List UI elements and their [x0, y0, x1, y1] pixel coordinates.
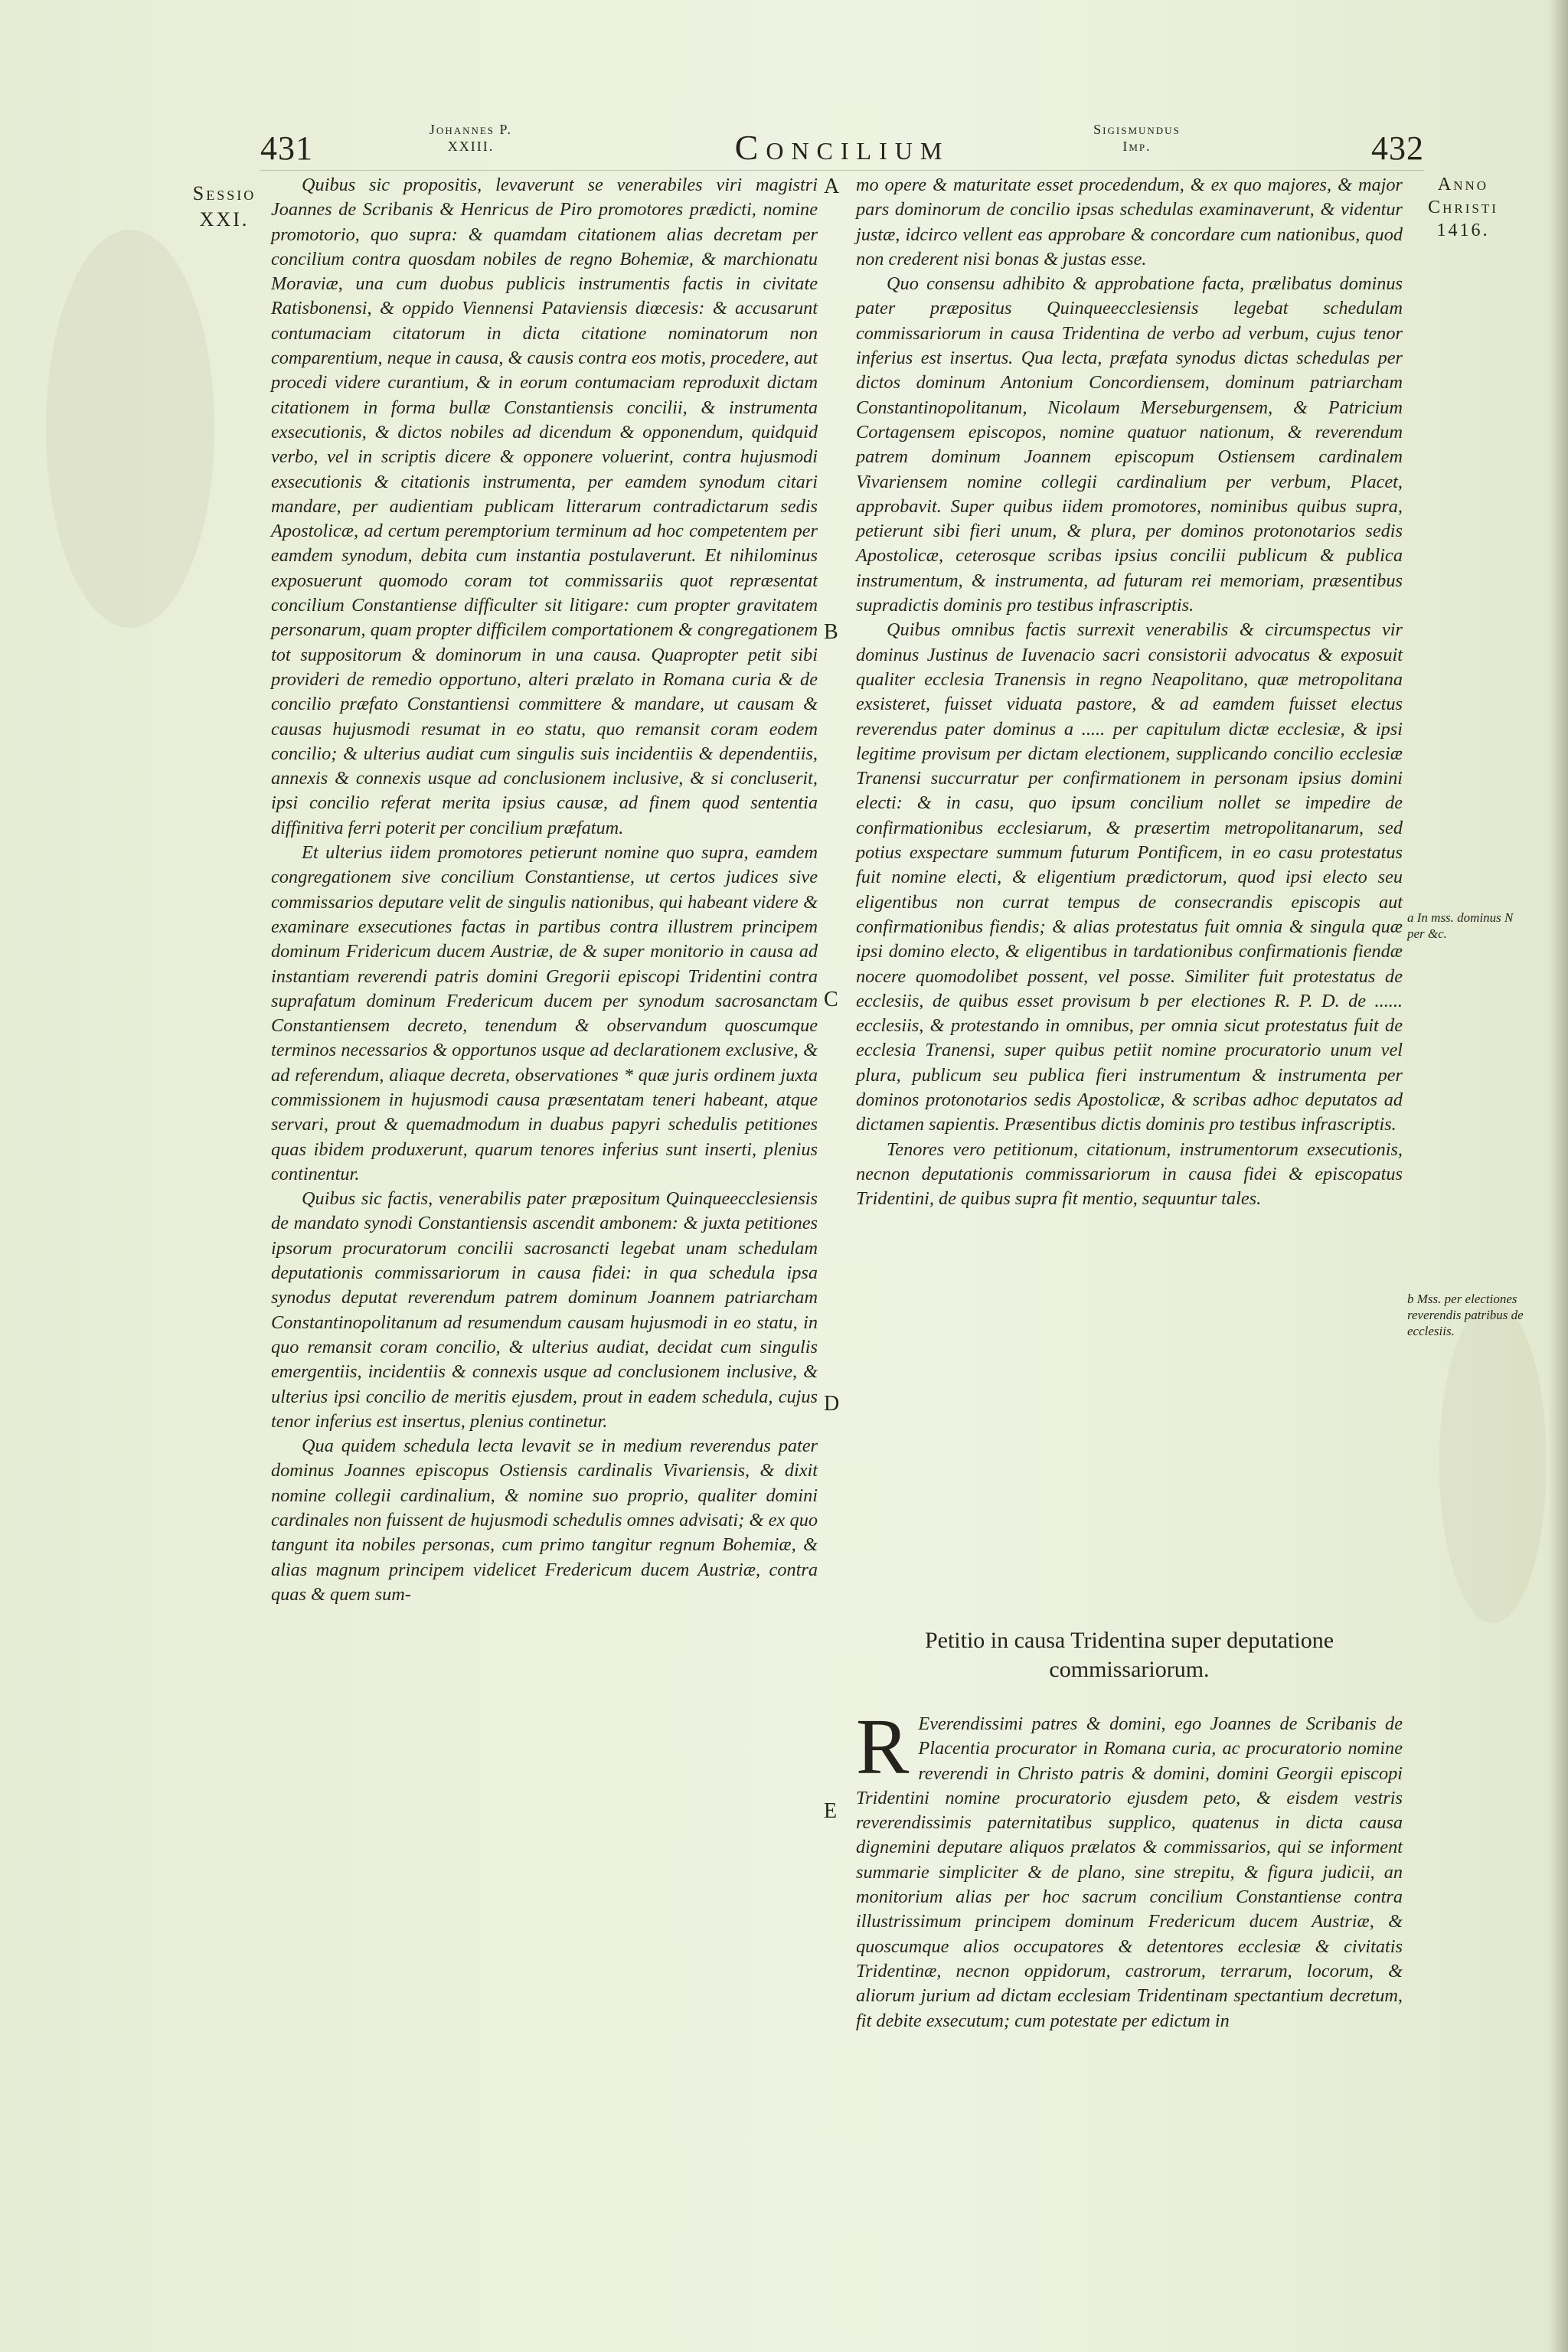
page-header: [260, 115, 1424, 168]
section-marker-d: D: [824, 1392, 840, 1416]
paragraph: Qua quidem schedula lecta levavit se in medium reverendus pater dominus Joannes episcopus Ostiensis cardinalis Vivariensis, & dixit nomine collegii cardinalium, & nomine suo proprio, qualiter domini cardinales non fuissent de hujusmodi schedulis omnes advisati; & ex quo tangunt ita nobiles personas, cum primo tangitur regnum Bohemiæ, & alias magnum principem videlicet Fredericum ducem Austriæ, contra quas & quem sum-: [271, 1436, 818, 1605]
year-label: Anno Christi 1416.: [1428, 175, 1498, 240]
paragraph: Quibus omnibus factis surrexit venerabilis & circumspectus vir dominus Justinus de Iuvenacio sacri consistorii advocatus & exposuit qualiter ecclesia Tranensis in regno Neapolitano, quæ metropolitana exsisteret, fuisset viduata pastore, & ad eamdem fuisset electus reverendus pater dominus a ..... per capitulum dictæ ecclesiæ, & ipsi legitime provisum per dictam electionem, supplicando concilio ecclesiæ Tranensi succurratur per confirmationem in personam ipsius domini electi: & in casu, quo ipsum concilium nollet se impedire de confirmationibus ecclesiarum, & præsertim metropolitanarum, sed potius exspectare summum futurum Pontificem, in eo casu protestatus fuit nomine electi, & eligentium prædictorum, quod ipsi electo seu eligentibus non currat tempus de consecrandis episcopis aut confirmationibus fiendis; & alias protestatus fuit omnia & singula quæ ipsi domino electo, & eligentibus in tardationibus confirmationis fiendæ nocere quomodolibet possent, vel posse. Similiter fuit protestatus de ecclesiis, de quibus esset provisum b per electiones R. P. D. de ...... ecclesiis, & protestando in omnibus, per omnia sicut protestatus fuit de ecclesia Tranensi, super quibus petiit nomine procuratorio unum vel plura, publicum seu publica fieri instrumentum & instrumenta per dominos protonotarios sedis Apostolicæ, & scribas adhoc deputatos ad dictamen sapientis. Præsentibus dictis dominis pro testibus infrascriptis.: [856, 619, 1403, 1135]
session-label: Sessio XXI.: [192, 182, 256, 230]
paragraph: Et ulterius iidem promotores petierunt nomine quo supra, eamdem congregationem sive concilium Constantiense, ut certos judices sive commissarios deputare velit de singulis nationibus, qui habeant videre & examinare exsecutiones factas in partibus contra illustrem principem dominum Fridericum ducem Austriæ, de & super monitorio in causa ad instantiam reverendi patris domini Gregorii episcopi Tridentini contra suprafatum dominum Fredericum ducem per synodum sacrosanctam Constantiensem decreto, tenendum & observandum quoscumque terminos necessarios & opportunos usque ad declarationem exclusive, & ad referendum, aliaque decreta, observationes * quæ juris ordinem juxta commissionem in hujusmodi causa præsentatam teneri habeant, atque servari, prout & quemadmodum in duabus papyri schedulis petitiones quas ibidem produxerunt, quarum tenores inferius sunt inserti, plenius continentur.: [271, 842, 818, 1184]
petition-heading: Petitio in causa Tridentina super deputatione commissariorum.: [924, 1628, 1334, 1682]
running-head-left: Johannes P. XXIII.: [429, 122, 513, 154]
header-rule: [260, 170, 1424, 171]
section-marker-b: B: [824, 620, 838, 644]
drop-cap: R: [856, 1703, 910, 1791]
page-number-left: 431: [260, 129, 313, 167]
paragraph: Tenores vero petitionum, citationum, instrumentorum exsecutionis, necnon deputationis commissariorum in causa fidei & episcopatus Tridentini, de quibus supra fit mentio, sequuntur tales.: [856, 1138, 1403, 1210]
section-marker-a: A: [824, 175, 840, 198]
paragraph: Quo consensu adhibito & approbatione facta, prælibatus dominus pater præpositus Quinqueecclesiensis legebat schedulam commissariorum in causa Tridentina de verbo ad verbum, cujus tenor inferius est insertus. Qua lecta, præfata synodus dictas schedulas per dictos dominum Antonium Concordiensem, dominum patriarcham Constantinopolitanum, Nicolaum Merseburgensem, & Patricium Cortagensem episcopos, nomine quatuor nationum, & reverendum patrem dominum Joannem episcopum Ostiensem cardinalem Vivariensem nomine collegii cardinalium per verbum, Placet, approbavit. Super quibus iidem promotores, nominibus quibus supra, petierunt sibi fieri unum, & plura, per dominos protonotarios sedis Apostolicæ, ceterosque scribas ipsius concilii publicum & publica instrumentum, & instrumenta, ad futuram rei memoriam, præsentibus supradictis dominis pro testibus infrascriptis.: [856, 273, 1403, 616]
paper-stain: [1439, 1302, 1547, 1623]
section-marker-c: C: [824, 988, 838, 1011]
paper-stain: [46, 230, 214, 628]
section-marker-e: E: [824, 1799, 838, 1823]
paragraph: mo opere & maturitate esset procedendum, & ex quo majores, & major pars dominorum de concilio ipsas schedulas examinaverunt, & videntur justæ, idcirco vellent eas approbare & concordare cum nationibus, quod non crederent nisi bonas & justas esse.: [856, 175, 1403, 270]
running-head-right: Sigismundus Imp.: [1093, 122, 1181, 154]
margin-note-a: a In mss. dominus N per &c.: [1407, 910, 1514, 941]
paragraph: Quibus sic propositis, levaverunt se venerabiles viri magistri Joannes de Scribanis & Henricus de Piro promotores prædicti, nomine promotorio, quo supra: & quamdam citationem alias decretam per concilium contra quosdam nobiles de regno Bohemiæ, & marchionatu Moraviæ, una cum duobus publicis instrumentis factis in civitate Ratisbonensi, & oppido Viennensi Pataviensis diœcesis: & accusarunt contumaciam citatorum in dicta citatione nominatorum non comparentium, neque in causa, & causis contra eos motis, procedere, aut procedi videre curantium, & in eorum contumaciam reproduxit dictam citationem in forma bullæ Constantiensis concilii, & instrumenta exsecutionis, & dictos nobiles ad dicendum & opponendum, quidquid verbo, vel in scriptis dicere & opponere voluerint, contra hujusmodi exsecutionis & citationis instrumenta, per eamdem synodum citari mandare, per audientiam publicam litterarum contradictarum sedis Apostolicæ, ad certum peremptorium terminum ad hoc competentem per eamdem synodum, debita cum instantia postulaverunt. Et nihilominus exposuerunt quomodo coram tot commissariis quot repræsentat concilium Constantiense difficulter sit litigare: cum propter gravitatem personarum, quam propter difficilem comportationem & congregationem tot suppositorum & dominorum in una causa. Quapropter petit sibi provideri de remedio opportuno, alteri prælato in Romana curia & de concilio præfato Constantiensi committere & mandare, ut causam & causas hujusmodi resumat in eo statu, quo remansit coram eodem concilio; & ulterius audiat cum singulis suis incidentiis & dependentiis, annexis & connexis usque ad conclusionem inclusive, & si concluserit, ipsi concilio referat merita ipsius causæ, ad finem quod sententia diffinitiva ferri poterit per concilium præfatum.: [271, 175, 818, 838]
right-column: [856, 173, 1403, 1211]
page-gutter-shadow: [1548, 0, 1568, 2352]
page-title: Concilium: [734, 128, 950, 167]
margin-note-b: b Mss. per electiones reverendis patribus de ecclesiis.: [1407, 1292, 1524, 1338]
petition-body: Everendissimi patres & domini, ego Joannes de Scribanis de Placentia procurator in Romana curia, ac procuratorio nomine reverendi in Christo patris & domini, domini Georgii episcopi Tridentini nomine procuratorio ejusdem peto, & eisdem vestris reverendissimis paternitatibus supplico, quatenus in dicta causa dignemini deputare aliquos prælatos & commissarios, qui se informent summarie simpliciter & de plano, sine strepitu, & figura judicii, an monitorium alias per hoc sacrum concilium Constantiense contra illustrissimum principem dominum Fredericum ducem Austriæ, & quoscumque alios occupatores & detentores ecclesiæ & civitatis Tridentinæ, necnon oppidorum, castrorum, terrarum, locorum, & aliorum jurium ad dictam ecclesiam Tridentinam spectantium decretum, fit debite exsecutum; cum potestate per edictum in: [856, 1713, 1403, 2031]
paragraph: Quibus sic factis, venerabilis pater præpositum Quinqueecclesiensis de mandato synodi Constantiensis ascendit ambonem: & juxta petitiones ipsorum procuratorum concilii sacrosancti legebat unam schedulam deputationis commissariorum in causa fidei: in qua schedula ipsa synodus deputat reverendum patrem dominum Joannem patriarcham Constantinopolitanum ad resumendum causam hujusmodi in eo statu, in quo remansit coram concilio, & ulterius audiat, decidat cum singulis emergentiis, incidentiis & connexis usque ad conclusionem inclusive, & ulterius ipsi concilio de meritis ejusdem, prout in eadem schedula, cujus tenor inferius est insertus, plenius continetur.: [271, 1188, 818, 1432]
petition-text: [856, 1703, 1403, 2034]
page-number-right: 432: [1371, 129, 1424, 167]
left-column: [271, 173, 818, 1607]
